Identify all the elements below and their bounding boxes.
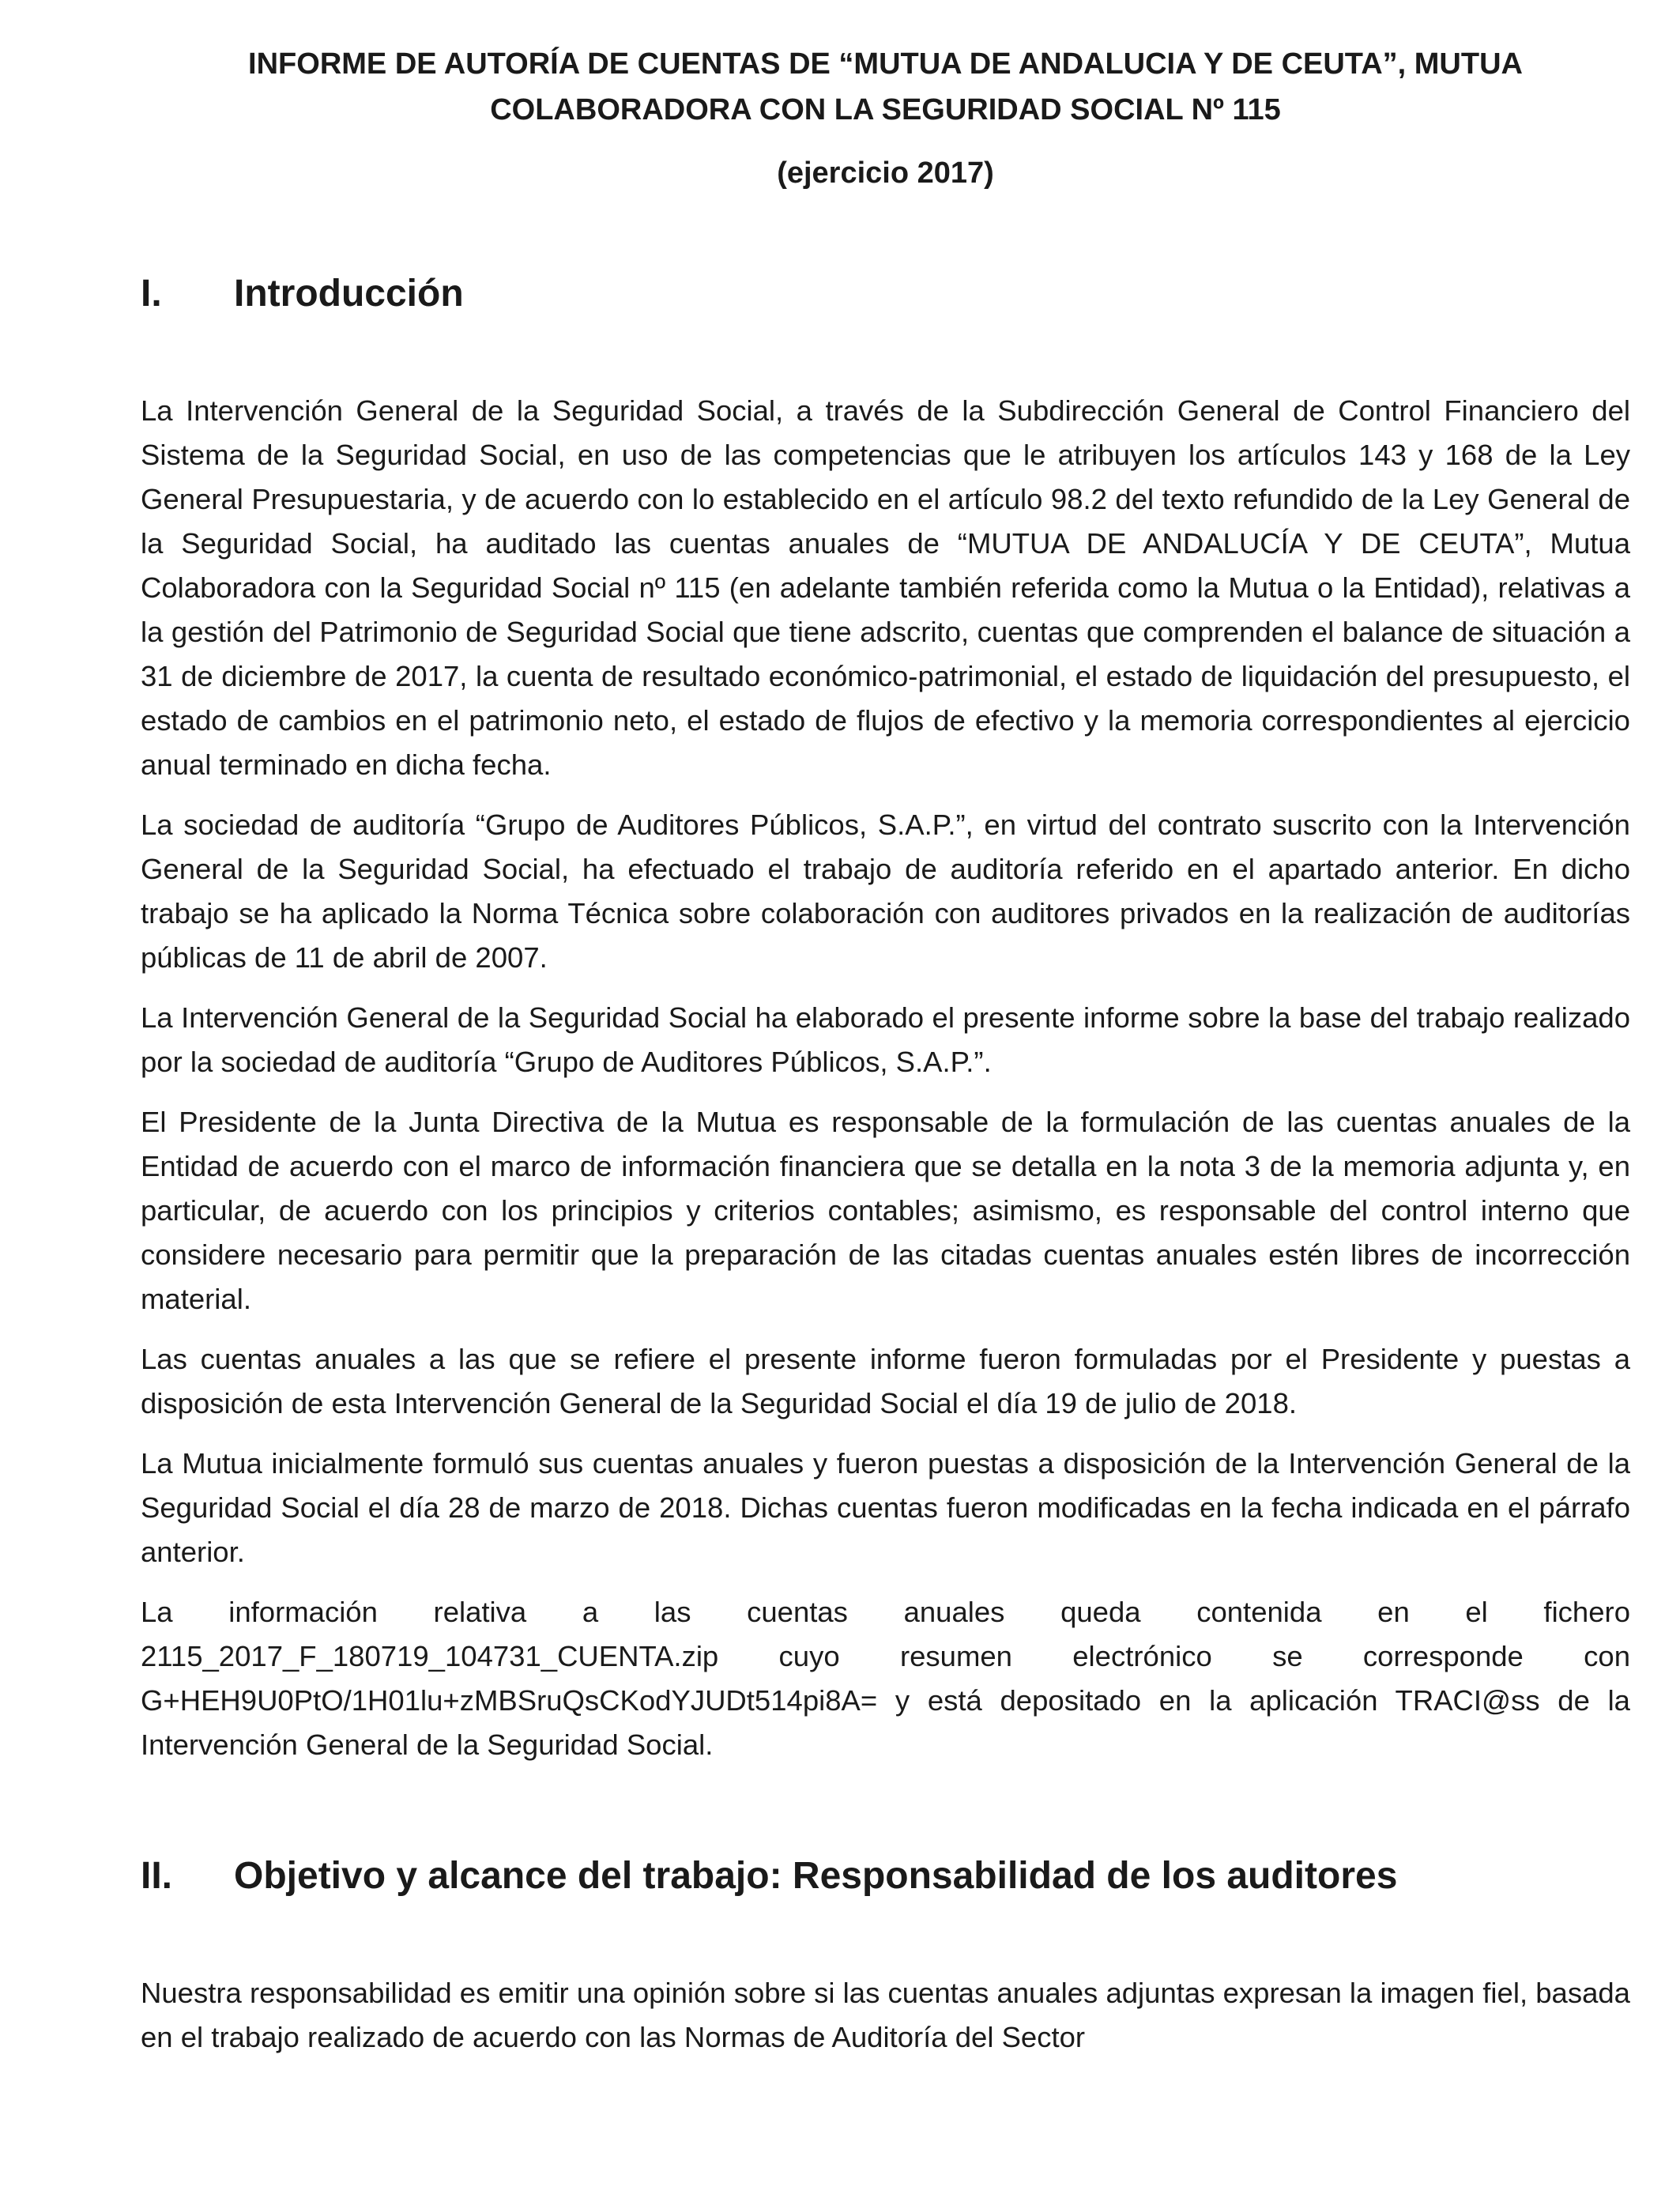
paragraph: El Presidente de la Junta Directiva de la Mutua es responsable de la formulación de las cuentas anuales de la Entidad de acuerdo con el marco de información financiera que se detalla en la nota 3 de la memoria adjunta y, en particular, de acuerdo con los principios y criterios contables; asimismo, es responsable del control interno que considere necesario para permitir que la preparación de las citadas cuentas anuales estén libres de incorrección material. [141, 1106, 1630, 1315]
document-subtitle: (ejercicio 2017) [777, 156, 994, 190]
section-heading-objetivo [141, 1853, 1630, 1900]
section-title: Objetivo y alcance del trabajo: Responsabilidad de los auditores [234, 1855, 1398, 1897]
document-page [141, 41, 1630, 2060]
paragraph: La Intervención General de la Seguridad Social ha elaborado el presente informe sobre la base del trabajo realizado por la sociedad de auditoría “Grupo de Auditores Públicos, S.A.P.”. [141, 1001, 1630, 1078]
section-number: II. [141, 1855, 173, 1897]
paragraph: La Intervención General de la Seguridad Social, a través de la Subdirección General de Control Financiero del Sistema de la Seguridad Social, en uso de las competencias que le atribuyen los artículos 143 y 168 de la Ley General Presupuestaria, y de acuerdo con lo establecido en el artículo 98.2 del texto refundido de la Ley General de la Seguridad Social, ha auditado las cuentas anuales de “MUTUA DE ANDALUCÍA Y DE CEUTA”, Mutua Colaboradora con la Seguridad Social nº 115 (en adelante también referida como la Mutua o la Entidad), relativas a la gestión del Patrimonio de Seguridad Social que tiene adscrito, cuentas que comprenden el balance de situación a 31 de diciembre de 2017, la cuenta de resultado económico-patrimonial, el estado de liquidación del presupuesto, el estado de cambios en el patrimonio neto, el estado de flujos de efectivo y la memoria correspondientes al ejercicio anual terminado en dicha fecha. [141, 394, 1630, 781]
section-number: I. [141, 273, 162, 315]
section-body-objetivo [141, 1971, 1630, 2060]
section-heading-introduccion [141, 270, 1630, 318]
paragraph: La información relativa a las cuentas anuales queda contenida en el fichero 2115_2017_F_180719_104731_CUENTA.zip cuyo resumen electrónico se corresponde con G+HEH9U0PtO/1H01lu+zMBSruQsCKodYJUDt514pi8A= y está depositado en la aplicación TRACI@ss de la Intervención General de la Seguridad Social. [141, 1596, 1630, 1761]
paragraph: Las cuentas anuales a las que se refiere el presente informe fueron formuladas por el Presidente y puestas a disposición de esta Intervención General de la Seguridad Social el día 19 de julio de 2018. [141, 1343, 1630, 1419]
section-body-introduccion [141, 389, 1630, 1767]
section-title: Introducción [234, 273, 464, 315]
document-title: INFORME DE AUTORÍA DE CUENTAS DE “MUTUA DE ANDALUCIA Y DE CEUTA”, MUTUA COLABORADORA CON LA SEGURIDAD SOCIAL Nº 115 [248, 47, 1523, 126]
paragraph: La sociedad de auditoría “Grupo de Auditores Públicos, S.A.P.”, en virtud del contrato suscrito con la Intervención General de la Seguridad Social, ha efectuado el trabajo de auditoría referido en el apartado anterior. En dicho trabajo se ha aplicado la Norma Técnica sobre colaboración con auditores privados en la realización de auditorías públicas de 11 de abril de 2007. [141, 809, 1630, 974]
paragraph: La Mutua inicialmente formuló sus cuentas anuales y fueron puestas a disposición de la Intervención General de la Seguridad Social el día 28 de marzo de 2018. Dichas cuentas fueron modificadas en la fecha indicada en el párrafo anterior. [141, 1447, 1630, 1568]
paragraph: Nuestra responsabilidad es emitir una opinión sobre si las cuentas anuales adjuntas expresan la imagen fiel, basada en el trabajo realizado de acuerdo con las Normas de Auditoría del Sector [141, 1977, 1630, 2053]
